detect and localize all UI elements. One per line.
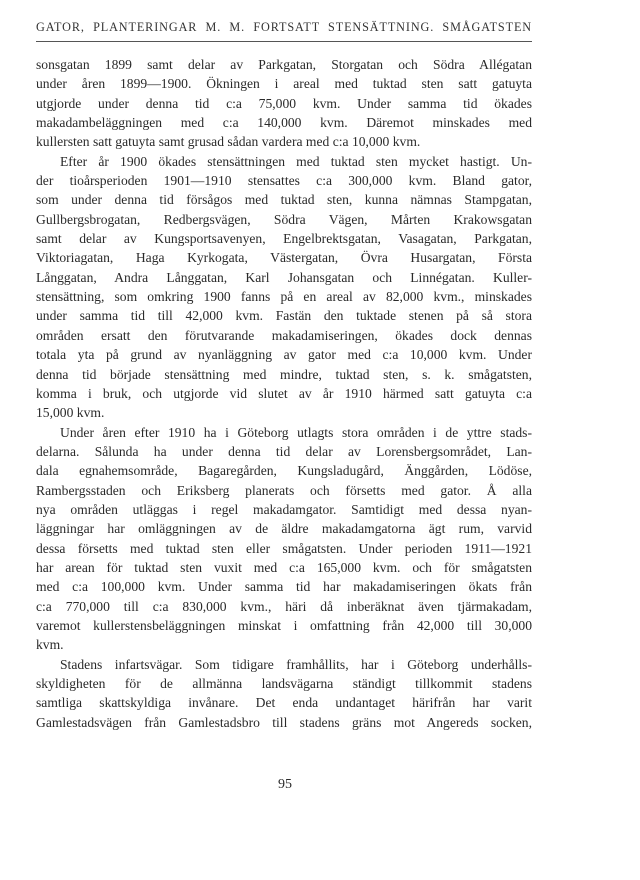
- text-line: Gamlestadsvägen från Gamlestadsbro till stadens gräns mot Angereds socken,: [36, 714, 532, 730]
- text-line: dala egnahemsområde, Bagaregården, Kungsladugård, Änggården, Lödöse,: [36, 463, 532, 479]
- text-line: Efter år 1900 ökades stensättningen med tuktad sten mycket hastigt. Un-: [60, 153, 532, 169]
- text-line: denna tid började stensättning med mindre, tuktad sten, s. k. smågatsten,: [36, 366, 532, 382]
- text-line: under åren 1899—1900. Ökningen i areal med tuktad sten satt gatuyta: [36, 76, 532, 92]
- text-line: c:a 770,000 till c:a 830,000 kvm., häri då inberäknat även tjärmakadam,: [36, 598, 532, 614]
- text-line: stensättning, som omkring 1900 fanns på en areal av 82,000 kvm., minskades: [36, 289, 532, 305]
- text-line: samt delar av Kungsportsavenyen, Engelbrektsgatan, Vasagatan, Parkgatan,: [36, 231, 532, 247]
- text-line: samtliga skattskyldiga invånare. Det enda undantaget härifrån har varit: [36, 695, 532, 711]
- text-line: som under denna tid försågos med tuktad sten, kunna nämnas Stampgatan,: [36, 192, 532, 208]
- text-line: totala yta på grund av nyanläggning av gator med c:a 10,000 kvm. Under: [36, 347, 532, 363]
- text-line: läggningar har omläggningen av de äldre makadamgatorna ägt rum, varvid: [36, 521, 532, 537]
- running-header: GATOR, PLANTERINGAR M. M. FORTSATT STENSÄTTNING. SMÅGATSTEN: [36, 20, 532, 34]
- text-line: under samma tid till 42,000 kvm. Fastän den tuktade stenen på så stora: [36, 308, 532, 324]
- text-line: kvm.: [36, 637, 64, 653]
- text-line: der tioårsperioden 1901—1910 stensattes c:a 300,000 kvm. Bland gator,: [36, 173, 532, 189]
- text-line: dessa försetts med tuktad sten eller smågatsten. Under perioden 1911—1921: [36, 540, 532, 556]
- text-line: 15,000 kvm.: [36, 405, 105, 421]
- text-line: komma i bruk, och utgjorde vid slutet av år 1910 härmed satt gatuyta c:a: [36, 385, 532, 401]
- text-line: Under åren efter 1910 ha i Göteborg utlagts stora områden i de yttre stads-: [60, 424, 532, 440]
- text-line: nya områden utläggas i regel makadamgator. Samtidigt med dessa nyan-: [36, 501, 532, 517]
- text-line: Stadens infartsvägar. Som tidigare framhållits, har i Göteborg underhålls-: [60, 656, 532, 672]
- text-line: makadambeläggningen med c:a 140,000 kvm. Däremot minskades med: [36, 115, 532, 131]
- body-text: [36, 55, 532, 732]
- text-line: områden ersatt den förutvarande makadamiseringen, ökades dock dennas: [36, 327, 532, 343]
- text-line: Rambergsstaden och Eriksberg planerats och försetts med gator. Å alla: [36, 482, 532, 498]
- text-line: Viktoriagatan, Haga Kyrkogata, Västergatan, Övra Husargatan, Första: [36, 250, 532, 266]
- text-line: Gullbergsbrogatan, Redbergsvägen, Södra Vägen, Mårten Krakowsgatan: [36, 211, 532, 227]
- header-rule: [36, 41, 532, 42]
- text-line: varemot kullerstensbeläggningen minskat i omfattning från 42,000 till 30,000: [36, 617, 532, 633]
- page-number: 95: [278, 777, 292, 792]
- text-line: skyldigheten för de allmänna landsvägarna ständigt tillkommit stadens: [36, 676, 532, 691]
- text-line: kullersten satt gatuyta samt grusad sådan vardera med c:a 10,000 kvm.: [36, 134, 421, 150]
- text-line: med c:a 100,000 kvm. Under samma tid har makadamiseringen ökats från: [36, 579, 532, 595]
- text-line: utgjorde under denna tid c:a 75,000 kvm. Under samma tid ökades: [36, 95, 532, 111]
- text-line: delarna. Sålunda ha under denna tid delar av Lorensbergsområdet, Lan-: [36, 443, 532, 459]
- text-line: sonsgatan 1899 samt delar av Parkgatan, Storgatan och Södra Allégatan: [36, 57, 532, 72]
- text-line: har arean för tuktad sten vuxit med c:a 165,000 kvm. och för smågatsten: [36, 559, 532, 575]
- text-line: Långgatan, Andra Långgatan, Karl Johansgatan och Linnégatan. Kuller-: [36, 269, 532, 285]
